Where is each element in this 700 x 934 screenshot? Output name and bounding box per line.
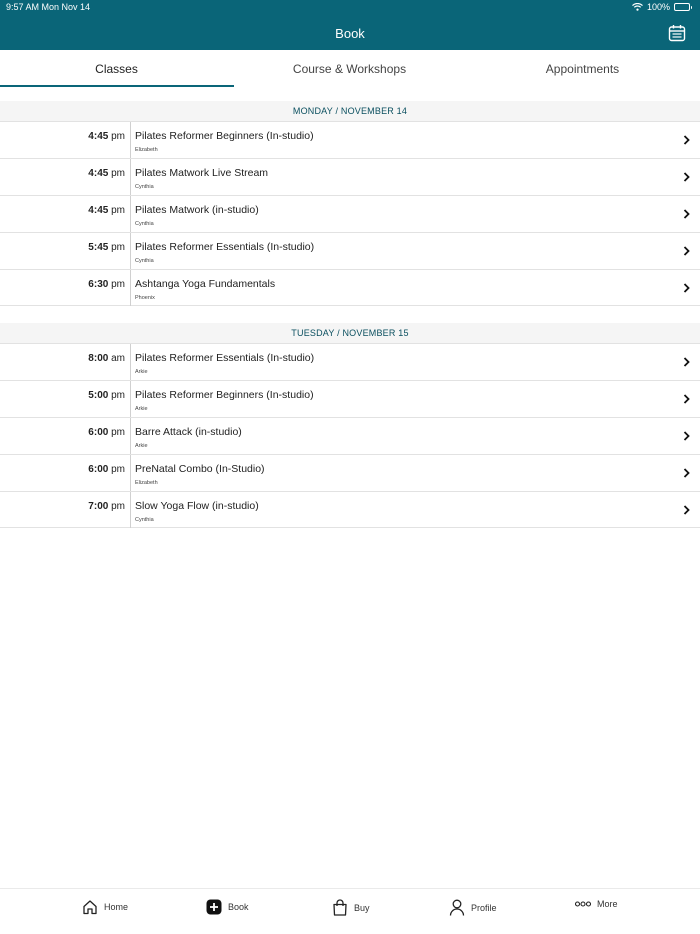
class-name: Pilates Reformer Beginners (In-studio): [135, 389, 314, 401]
chevron-right-icon: [683, 431, 690, 441]
tabbar-label: Buy: [354, 902, 370, 913]
class-instructor: Cynthia: [135, 221, 154, 227]
status-time: 9:57 AM Mon Nov 14: [6, 2, 91, 12]
row-divider: [130, 159, 131, 195]
class-instructor: Phoenix: [135, 295, 155, 301]
class-time: 7:00 pm: [88, 501, 125, 512]
tabbar-more[interactable]: [575, 899, 618, 909]
class-row[interactable]: [0, 343, 700, 380]
class-name: Pilates Reformer Essentials (In-studio): [135, 352, 315, 364]
tabbar-label: Home: [104, 902, 129, 912]
class-instructor: Elizabeth: [135, 147, 158, 153]
class-time: 4:45 pm: [88, 205, 125, 216]
chevron-right-icon: [683, 209, 690, 219]
class-time: 5:45 pm: [88, 242, 125, 253]
row-divider: [130, 122, 131, 158]
chevron-right-icon: [683, 505, 690, 515]
page-title: Book: [335, 26, 365, 41]
day-header-monday: MONDAY / NOVEMBER 14: [0, 101, 700, 121]
row-divider: [130, 381, 131, 417]
tabbar-buy[interactable]: [332, 899, 370, 916]
class-instructor: Arkie: [135, 406, 148, 412]
row-divider: [130, 418, 131, 454]
app-header: [0, 0, 700, 50]
class-name: Ashtanga Yoga Fundamentals: [135, 278, 276, 290]
row-divider: [130, 455, 131, 491]
tabbar-home[interactable]: [82, 899, 128, 915]
chevron-right-icon: [683, 246, 690, 256]
row-divider: [130, 344, 131, 380]
wifi-icon: [632, 3, 643, 11]
class-row[interactable]: [0, 121, 700, 158]
person-icon: [449, 899, 465, 916]
status-indicators: [632, 2, 690, 12]
bottom-tab-bar: [0, 888, 700, 934]
shopping-bag-icon: [332, 899, 348, 916]
chevron-right-icon: [683, 357, 690, 367]
class-name: Slow Yoga Flow (in-studio): [135, 500, 259, 512]
class-name: PreNatal Combo (In-Studio): [135, 463, 265, 475]
class-instructor: Elizabeth: [135, 480, 158, 486]
tabbar-label: Profile: [471, 902, 497, 913]
chevron-right-icon: [683, 135, 690, 145]
class-instructor: Arkie: [135, 369, 148, 375]
class-time: 8:00 am: [88, 353, 125, 364]
battery-percent: 100%: [646, 2, 670, 12]
class-time: 4:45 pm: [88, 131, 125, 142]
class-instructor: Cynthia: [135, 184, 154, 190]
chevron-right-icon: [683, 172, 690, 182]
tabbar-label: More: [597, 899, 618, 909]
class-row[interactable]: [0, 417, 700, 454]
class-row[interactable]: [0, 158, 700, 195]
tabbar-label: Book: [228, 902, 249, 912]
class-time: 5:00 pm: [88, 390, 125, 401]
row-divider: [130, 196, 131, 232]
chevron-right-icon: [683, 283, 690, 293]
class-time: 4:45 pm: [88, 168, 125, 179]
tab-course-workshops[interactable]: Course & Workshops: [292, 62, 407, 76]
row-divider: [130, 233, 131, 269]
class-time: 6:00 pm: [88, 427, 125, 438]
class-time: 6:30 pm: [88, 279, 125, 290]
class-name: Barre Attack (in-studio): [135, 426, 242, 438]
row-divider: [130, 492, 131, 528]
active-tab-indicator: [0, 85, 234, 87]
class-row[interactable]: [0, 232, 700, 269]
day-header-tuesday: TUESDAY / NOVEMBER 15: [0, 323, 700, 343]
class-row[interactable]: [0, 195, 700, 232]
plus-square-icon: [206, 899, 222, 915]
class-row[interactable]: [0, 454, 700, 491]
class-instructor: Arkie: [135, 443, 148, 449]
class-name: Pilates Matwork (in-studio): [135, 204, 259, 216]
class-instructor: Cynthia: [135, 258, 154, 264]
class-row[interactable]: [0, 269, 700, 306]
class-row[interactable]: [0, 491, 700, 528]
more-dots-icon: [575, 901, 591, 907]
tabbar-book[interactable]: [206, 899, 249, 915]
tab-appointments[interactable]: Appointments: [545, 62, 620, 76]
tabbar-profile[interactable]: [449, 899, 497, 916]
class-time: 6:00 pm: [88, 464, 125, 475]
class-row[interactable]: [0, 380, 700, 417]
row-divider: [130, 270, 131, 306]
class-name: Pilates Reformer Essentials (In-studio): [135, 241, 315, 253]
class-name: Pilates Matwork Live Stream: [135, 167, 269, 179]
tab-classes[interactable]: Classes: [95, 62, 138, 76]
class-instructor: Cynthia: [135, 517, 154, 523]
class-name: Pilates Reformer Beginners (In-studio): [135, 130, 314, 142]
calendar-icon[interactable]: [668, 24, 686, 42]
status-bar: [0, 0, 700, 14]
home-icon: [82, 899, 98, 915]
chevron-right-icon: [683, 394, 690, 404]
segment-tabs: [0, 50, 700, 87]
battery-icon: [674, 3, 690, 11]
chevron-right-icon: [683, 468, 690, 478]
